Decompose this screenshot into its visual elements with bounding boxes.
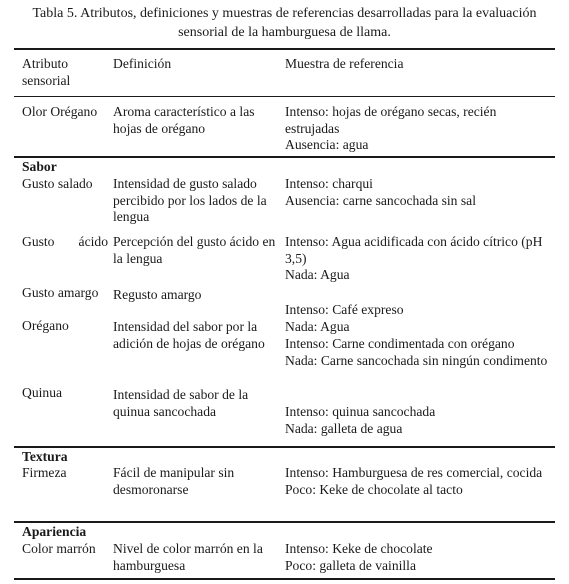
ref-line: Intenso: Keke de chocolate <box>285 541 433 556</box>
attr-oregano: Orégano <box>22 318 69 333</box>
ref-line: Intenso: Hamburguesa de res comercial, cocida <box>285 465 543 480</box>
def-gusto-salado: Intensidad de gusto salado percibido por los lados de la lengua <box>113 176 267 224</box>
def-firmeza: Fácil de manipular sin desmoronarse <box>113 465 235 497</box>
ref-line: Intenso: hojas de orégano secas, recién estrujadas <box>285 104 497 136</box>
section-sabor: Sabor <box>22 159 57 174</box>
attr-color-marron: Color marrón <box>22 541 96 556</box>
bottom-rule <box>14 578 555 580</box>
def-gusto-acido: Percepción del gusto ácido en la lengua <box>113 234 276 266</box>
top-rule <box>14 48 555 50</box>
section-rule-textura <box>14 446 555 448</box>
ref-line: Ausencia: carne sancochada sin sal <box>285 192 476 208</box>
ref-quinua <box>285 404 550 437</box>
section-rule-apariencia <box>14 521 555 523</box>
ref-line: Nada: Carne sancochada sin ningún condimento <box>285 352 548 368</box>
attr-gusto-acido: Gusto ácido <box>22 234 108 249</box>
attr-quinua: Quinua <box>22 385 63 400</box>
def-quinua: Intensidad de sabor de la quinua sancochada <box>113 387 249 419</box>
def-color-marron: Nivel de color marrón en la hamburguesa <box>113 541 263 573</box>
ref-oregano <box>285 336 550 369</box>
ref-line: Poco: Keke de chocolate al tacto <box>285 481 463 497</box>
attr-olor-oregano: Olor Orégano <box>22 104 98 119</box>
ref-line: Intenso: Café expreso <box>285 302 404 317</box>
ref-line: Nada: galleta de agua <box>285 420 403 436</box>
header-rule <box>14 96 555 97</box>
caption-label: Tabla 5. <box>32 6 78 21</box>
ref-firmeza <box>285 465 550 498</box>
ref-line: Ausencia: agua <box>285 137 369 152</box>
attr-gusto-salado: Gusto salado <box>22 176 93 191</box>
section-rule-sabor <box>14 156 555 158</box>
attr-firmeza: Firmeza <box>22 465 67 480</box>
ref-gusto-acido <box>285 234 550 284</box>
ref-line: Poco: galleta de vainilla <box>285 557 416 573</box>
ref-line: Intenso: charqui <box>285 176 373 191</box>
caption-text: Atributos, definiciones y muestras de referencias desarrolladas para la evaluación sensorial de la hamburguesa de llama. <box>80 6 537 40</box>
ref-gusto-amargo <box>285 302 550 335</box>
attr-gusto-amargo: Gusto amargo <box>22 285 99 300</box>
section-textura: Textura <box>22 449 68 464</box>
header-attribute: Atributo sensorial <box>22 56 71 88</box>
def-gusto-amargo: Regusto amargo <box>113 287 202 302</box>
header-definition: Definición <box>113 56 172 71</box>
table-caption <box>6 4 563 42</box>
section-apariencia: Apariencia <box>22 524 87 539</box>
ref-olor-oregano <box>285 104 550 154</box>
ref-color-marron <box>285 541 550 574</box>
ref-line: Intenso: Agua acidificada con ácido cítrico (pH 3,5) <box>285 234 543 266</box>
def-olor-oregano: Aroma característico a las hojas de orégano <box>113 104 255 136</box>
ref-gusto-salado <box>285 176 550 209</box>
ref-line: Intenso: Carne condimentada con orégano <box>285 336 515 351</box>
ref-line: Nada: Agua <box>285 318 350 334</box>
def-oregano: Intensidad del sabor por la adición de hojas de orégano <box>113 319 265 351</box>
ref-line: Nada: Agua <box>285 267 350 282</box>
ref-line: Intenso: quinua sancochada <box>285 404 436 419</box>
header-reference: Muestra de referencia <box>285 56 404 71</box>
